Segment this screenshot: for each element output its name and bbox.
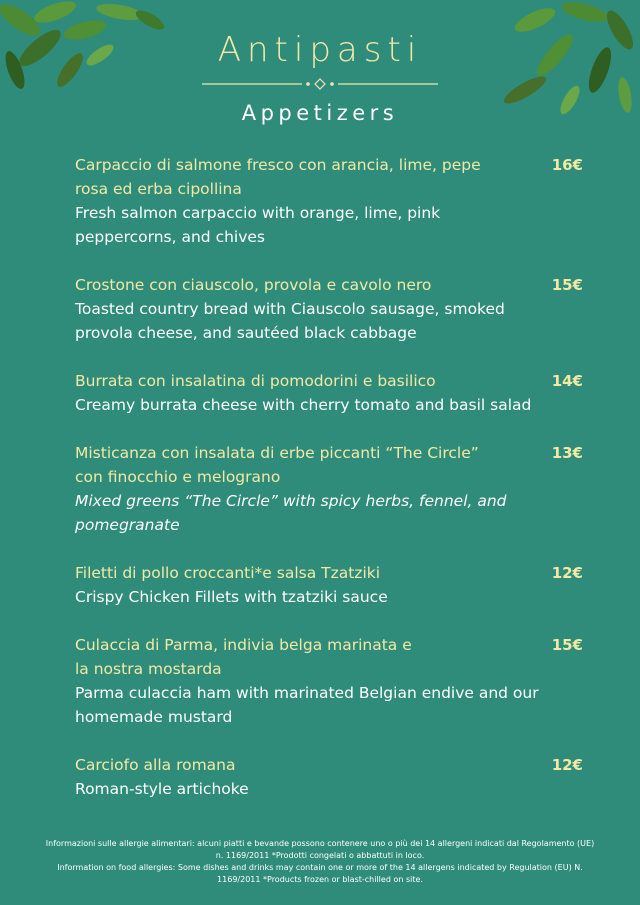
menu-item bbox=[75, 753, 595, 801]
item-desc-line: homemade mustard bbox=[75, 708, 233, 726]
item-desc-line: Crispy Chicken Fillets with tzatziki sauce bbox=[75, 588, 388, 606]
item-name-line: con finocchio e melograno bbox=[75, 468, 281, 486]
item-description bbox=[75, 297, 545, 345]
item-name-it bbox=[75, 561, 525, 585]
item-desc-line: provola cheese, and sautéed black cabbage bbox=[75, 324, 417, 342]
item-description bbox=[75, 777, 545, 801]
item-name-it bbox=[75, 633, 525, 681]
item-name-it bbox=[75, 441, 525, 489]
item-price: 12€ bbox=[551, 756, 583, 774]
page-subtitle: Appetizers bbox=[241, 101, 399, 125]
menu-item bbox=[75, 153, 595, 249]
footer-line: Informazioni sulle allergie alimentari: alcuni piatti e bevande possono contenere uno o più dei 14 allergeni indicati dal Regolamento (UE) bbox=[45, 839, 595, 848]
item-description bbox=[75, 489, 545, 537]
item-price: 14€ bbox=[551, 372, 583, 390]
item-desc-line: Toasted country bread with Ciauscolo sausage, smoked bbox=[75, 300, 505, 318]
menu-item bbox=[75, 561, 595, 609]
item-description bbox=[75, 585, 545, 609]
item-name-line: Carciofo alla romana bbox=[75, 756, 236, 774]
item-name-line: Burrata con insalatina di pomodorini e basilico bbox=[75, 372, 436, 390]
allergen-notice bbox=[40, 838, 600, 886]
item-price: 16€ bbox=[551, 156, 583, 174]
footer-line: n. 1169/2011 *Prodotti congelati o abbattuti in loco. bbox=[215, 851, 425, 860]
item-price: 13€ bbox=[551, 444, 583, 462]
item-name-line: rosa ed erba cipollina bbox=[75, 180, 242, 198]
menu-item bbox=[75, 369, 595, 417]
item-name-line: la nostra mostarda bbox=[75, 660, 222, 678]
item-name-line: Carpaccio di salmone fresco con arancia, lime, pepe bbox=[75, 156, 481, 174]
item-name-it bbox=[75, 273, 525, 297]
item-name-it bbox=[75, 153, 525, 201]
menu-items bbox=[75, 153, 595, 801]
menu-header bbox=[0, 28, 640, 128]
item-desc-line: peppercorns, and chives bbox=[75, 228, 266, 246]
item-desc-line: Creamy burrata cheese with cherry tomato and basil salad bbox=[75, 396, 532, 414]
item-name-line: Culaccia di Parma, indivia belga marinata e bbox=[75, 636, 412, 654]
page-title: Antipasti bbox=[217, 30, 423, 70]
item-description bbox=[75, 393, 545, 417]
item-price: 12€ bbox=[551, 564, 583, 582]
item-name-it bbox=[75, 753, 525, 777]
footer-line: Information on food allergies: Some dishes and drinks may contain one or more of the 14 allergens indicated by Regulation (EU) N. bbox=[57, 863, 583, 872]
item-desc-line: Fresh salmon carpaccio with orange, lime, pink bbox=[75, 204, 441, 222]
item-desc-line: Parma culaccia ham with marinated Belgian endive and our bbox=[75, 684, 539, 702]
footer-line: 1169/2011 *Products frozen or blast-chilled on site. bbox=[217, 875, 423, 884]
item-name-line: Crostone con ciauscolo, provola e cavolo nero bbox=[75, 276, 432, 294]
item-desc-line: pomegranate bbox=[75, 516, 180, 534]
item-name-line: Misticanza con insalata di erbe piccanti “The Circle” bbox=[75, 444, 479, 462]
item-desc-line: Roman-style artichoke bbox=[75, 780, 249, 798]
item-price: 15€ bbox=[551, 636, 583, 654]
item-name-it bbox=[75, 369, 525, 393]
menu-item bbox=[75, 441, 595, 537]
menu-item bbox=[75, 633, 595, 729]
item-description bbox=[75, 201, 545, 249]
item-name-line: Filetti di pollo croccanti*e salsa Tzatziki bbox=[75, 564, 381, 582]
menu-item bbox=[75, 273, 595, 345]
item-price: 15€ bbox=[551, 276, 583, 294]
ornament-divider bbox=[202, 78, 438, 90]
item-desc-line: Mixed greens “The Circle” with spicy herbs, fennel, and bbox=[75, 492, 507, 510]
item-description bbox=[75, 681, 545, 729]
